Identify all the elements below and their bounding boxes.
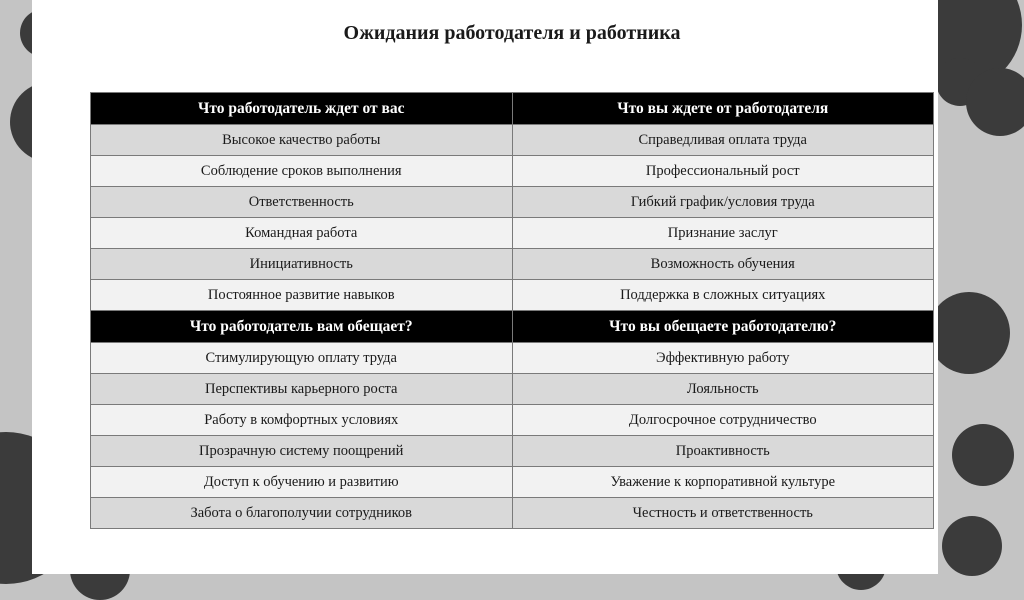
table-row — [91, 249, 934, 280]
decor-circle — [966, 68, 1024, 136]
table-cell: Постоянное развитие навыков — [91, 280, 513, 311]
table-cell: Долгосрочное сотрудничество — [512, 405, 934, 436]
table-cell: Высокое качество работы — [91, 125, 513, 156]
table-cell: Возможность обучения — [512, 249, 934, 280]
table-row — [91, 467, 934, 498]
table-row — [91, 125, 934, 156]
table-row — [91, 405, 934, 436]
section1-header-employer: Что работодатель ждет от вас — [91, 93, 513, 125]
page-title: Ожидания работодателя и работника — [343, 22, 681, 44]
table-cell: Забота о благополучии сотрудников — [91, 498, 513, 529]
table-row — [91, 498, 934, 529]
table-cell: Поддержка в сложных ситуациях — [512, 280, 934, 311]
table-cell: Признание заслуг — [512, 218, 934, 249]
table-cell: Соблюдение сроков выполнения — [91, 156, 513, 187]
section2-header-row — [91, 311, 934, 343]
table-row — [91, 436, 934, 467]
table-cell: Командная работа — [91, 218, 513, 249]
table-cell: Проактивность — [512, 436, 934, 467]
table-cell: Инициативность — [91, 249, 513, 280]
table-row — [91, 187, 934, 218]
table-cell: Справедливая оплата труда — [512, 125, 934, 156]
table-cell: Профессиональный рост — [512, 156, 934, 187]
table-cell: Лояльность — [512, 374, 934, 405]
section2-header-employee: Что вы обещаете работодателю? — [512, 311, 934, 343]
table-cell: Работу в комфортных условиях — [91, 405, 513, 436]
table-cell: Перспективы карьерного роста — [91, 374, 513, 405]
table-cell: Прозрачную систему поощрений — [91, 436, 513, 467]
section1-header-row — [91, 93, 934, 125]
table-row — [91, 343, 934, 374]
table-cell: Честность и ответственность — [512, 498, 934, 529]
section2-header-employer: Что работодатель вам обещает? — [91, 311, 513, 343]
table-row — [91, 280, 934, 311]
table-row — [91, 374, 934, 405]
decor-circle — [952, 424, 1014, 486]
table-cell: Гибкий график/условия труда — [512, 187, 934, 218]
section1-header-employee: Что вы ждете от работодателя — [512, 93, 934, 125]
decor-circle — [928, 292, 1010, 374]
decor-circle — [942, 516, 1002, 576]
table-cell: Ответственность — [91, 187, 513, 218]
table-cell: Эффективную работу — [512, 343, 934, 374]
table-row — [91, 156, 934, 187]
table-cell: Уважение к корпоративной культуре — [512, 467, 934, 498]
table-cell: Доступ к обучению и развитию — [91, 467, 513, 498]
table-row — [91, 218, 934, 249]
table-cell: Стимулирующую оплату труда — [91, 343, 513, 374]
expectations-table — [90, 92, 934, 529]
